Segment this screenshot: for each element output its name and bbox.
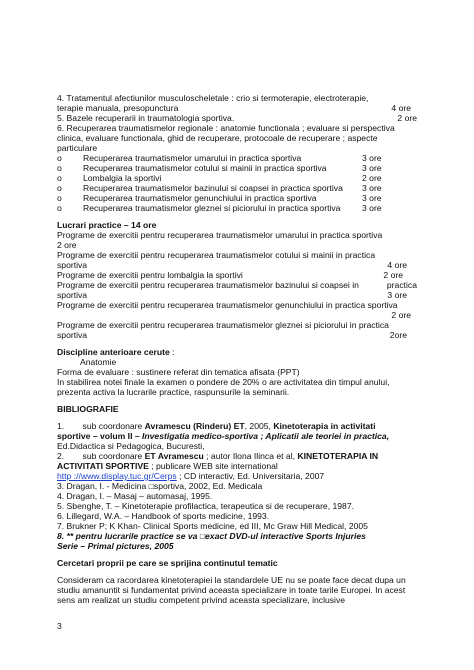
prereq-item: Anatomie	[80, 357, 117, 367]
biblio-entry-2-line-1	[57, 451, 378, 461]
biblio-entry-4: 4. Dragan, I. – Masaj – automasaj, 1995.	[57, 491, 213, 501]
biblio-2-number: 2.	[57, 451, 65, 461]
item-5-text: 5. Bazele recuperarii in traumatologia sportiva.	[57, 113, 235, 123]
biblio-entry-8-line-2: Serie – Primal pictures, 2005	[57, 541, 174, 551]
biblio-1-title-cont: sportive – volum II –	[57, 431, 143, 441]
biblio-entry-6: 6. Lillegard, W.A. – Handbook of sports medicine, 1993.	[57, 511, 270, 521]
bullet-marker: o	[57, 183, 62, 193]
biblio-entry-1-line-2	[57, 431, 389, 441]
research-paragraph-2: studiu amanuntit si fundamentat privind aceasta specializare in toate tarile Europei. In acest	[57, 585, 406, 595]
practice-4-b: sportiva	[57, 290, 88, 300]
prereq-heading-line	[57, 347, 175, 357]
biblio-entry-3: 3. Dragan, I. - Medicina □sportiva, 2002, Ed. Medicala	[57, 481, 263, 491]
bullet-text: Recuperarea traumatismelor umarului in practica sportiva	[83, 153, 302, 163]
practice-2-hours: 4 ore	[387, 260, 407, 270]
biblio-2-prefix: sub coordonare	[80, 451, 145, 461]
biblio-8-number: 8.	[57, 531, 65, 541]
biblio-2-publisher: ; CD interactiv, Ed. Universitaria, 2007	[176, 471, 325, 481]
bullet-hours: 2 ore	[362, 173, 382, 183]
list-item	[57, 193, 417, 203]
biblio-1-number: 1.	[57, 421, 65, 431]
biblio-2-author: ET Avramescu	[144, 451, 204, 461]
biblio-1-author: Avramescu (Rinderu) ET	[144, 421, 245, 431]
practice-2-line-2	[57, 260, 417, 270]
research-paragraph-1: Consideram ca racordarea kinetoterapiei la standardele UE nu se poate face decat dupa un	[57, 575, 406, 585]
bullet-hours: 3 ore	[362, 183, 382, 193]
research-heading: Cercetari proprii pe care se sprijina continutul tematic	[57, 558, 278, 568]
practice-6-tail: sportiva	[57, 330, 88, 340]
biblio-2-link[interactable]: http ://www.display.tuc.gr/Cerps	[57, 471, 177, 481]
item-4-line-2	[57, 103, 417, 113]
biblio-2-title: KINETOTERAPIA IN	[297, 451, 379, 461]
item-5-line	[57, 113, 417, 123]
bullet-text: Lombalgia la sportivi	[83, 173, 162, 183]
prereq-colon: :	[169, 347, 175, 357]
bullet-marker: o	[57, 153, 62, 163]
practice-1: Programe de exercitii pentru recuperarea traumatismelor umarului in practica sportiva	[57, 230, 383, 240]
item-6-line-3: particulare	[57, 143, 98, 153]
biblio-entry-2-line-3	[57, 471, 324, 481]
biblio-entry-8-line-1	[57, 531, 366, 541]
practice-6: Programe de exercitii pentru recuperarea traumatismelor gleznei si piciorului in practica	[57, 320, 389, 330]
practice-1-hours: 2 ore	[57, 240, 77, 250]
practice-5: Programe de exercitii pentru recuperarea traumatismelor genunchiului in practica sportiva	[57, 300, 398, 310]
bullet-text: Recuperarea traumatismelor genunchiului in practica sportiva	[83, 193, 317, 203]
item-6-line-2: clinica, evaluare functionala, ghid de recuperare, protocoale de recuperare ; aspecte	[57, 133, 378, 143]
item-5-hours: 2 ore	[397, 113, 417, 123]
item-4-text: terapie manuala, presopunctura	[57, 103, 179, 113]
item-4-line-1: 4. Tratamentul afectiunilor musculoscheletale : crio si termoterapie, electroterapie,	[57, 93, 369, 103]
practice-heading: Lucrari practice – 14 ore	[57, 220, 157, 230]
practice-4: Programe de exercitii pentru recuperarea traumatismelor bazinului si coapsei in	[57, 280, 359, 290]
practice-5-hours: 2 ore	[391, 310, 411, 320]
bullet-hours: 3 ore	[362, 203, 382, 213]
biblio-entry-2-line-2	[57, 461, 278, 471]
bullet-hours: 3 ore	[362, 153, 382, 163]
bullet-text: Recuperarea traumatismelor bazinului si coapsei in practica sportiva	[83, 183, 343, 193]
practice-4-line-2	[57, 290, 417, 300]
practice-3: Programe de exercitii pentru lombalgia la sportivi	[57, 270, 243, 280]
practice-2: Programe de exercitii pentru recuperarea traumatismelor cotului si mainii in practica	[57, 250, 376, 260]
biblio-1-subtitle: Investigatia medico-sportiva ; Aplicatii ale teoriei in practica,	[142, 431, 390, 441]
prereq-heading: Discipline anterioare cerute	[57, 347, 170, 357]
list-item	[57, 173, 417, 183]
list-item	[57, 183, 417, 193]
practice-4-tail: practica	[386, 280, 417, 290]
biblio-1-prefix: sub coordonare	[80, 421, 145, 431]
biblio-entry-7: 7. Brukner P; K Khan- Clinical Sports medicine, ed III, Mc Graw Hill Medical, 2005	[57, 521, 368, 531]
biblio-2-title-cont: ACTIVITATI SPORTIVE	[57, 461, 149, 471]
bullet-marker: o	[57, 163, 62, 173]
bullet-marker: o	[57, 203, 62, 213]
practice-4-line	[57, 280, 417, 290]
biblio-1-publisher: Ed.Didactica si Pedagogica, Bucuresti,	[57, 441, 205, 451]
biblio-2-web: ; publicare WEB site international	[148, 461, 278, 471]
page-number: 3	[57, 621, 62, 631]
list-item	[57, 153, 417, 163]
biblio-1-year: , 2005,	[244, 421, 274, 431]
item-4-hours: 4 ore	[391, 103, 411, 113]
bullet-hours: 3 ore	[362, 193, 382, 203]
bullet-text: Recuperarea traumatismelor cotului si mainii in practica sportiva	[83, 163, 327, 173]
practice-6-hours: 2ore	[389, 330, 407, 340]
bullet-marker: o	[57, 193, 62, 203]
grade-note-2: prezenta activa la lucrarile practice, raspunsurile la seminarii.	[57, 387, 290, 397]
biblio-entry-5: 5. Sbenghe, T. – Kinetoterapie profilactica, terapeutica si de recuperare, 1987.	[57, 501, 354, 511]
practice-6-line-2	[57, 330, 417, 340]
biblio-2-mid: ; autor Ilona Ilinca et al,	[203, 451, 298, 461]
practice-5-line-2	[57, 310, 417, 320]
practice-4-hours: 3 ore	[387, 290, 407, 300]
research-paragraph-3: sens am realizat un studiu competent privind aceasta specializare, inclusive	[57, 595, 346, 605]
bullet-hours: 3 ore	[362, 163, 382, 173]
biblio-entry-1-line-1	[57, 421, 376, 431]
evaluation-form: Forma de evaluare : sustinere referat din tematica afisata (PPT)	[57, 367, 300, 377]
biblio-1-title: Kinetoterapia in activitati	[273, 421, 376, 431]
practice-2-tail: sportiva	[57, 260, 88, 270]
practice-3-hours: 2 ore	[383, 270, 403, 280]
bullet-marker: o	[57, 173, 62, 183]
bibliography-heading: BIBLIOGRAFIE	[57, 404, 119, 414]
list-item	[57, 163, 417, 173]
bullet-text: Recuperarea traumatismelor gleznei si piciorului in practica sportiva	[83, 203, 341, 213]
list-item	[57, 203, 417, 213]
biblio-8-text: ** pentru lucrarile practice se va □exact DVD-ul interactive Sports Injuries	[64, 531, 366, 541]
grade-note-1: In stabilirea notei finale la examen o pondere de 20% o are activitatea din timpul anului,	[57, 377, 390, 387]
item-6-line-1: 6. Recuperarea traumatismelor regionale : anatomie functionala ; evaluare si perspectiva	[57, 123, 395, 133]
practice-3-line	[57, 270, 417, 280]
